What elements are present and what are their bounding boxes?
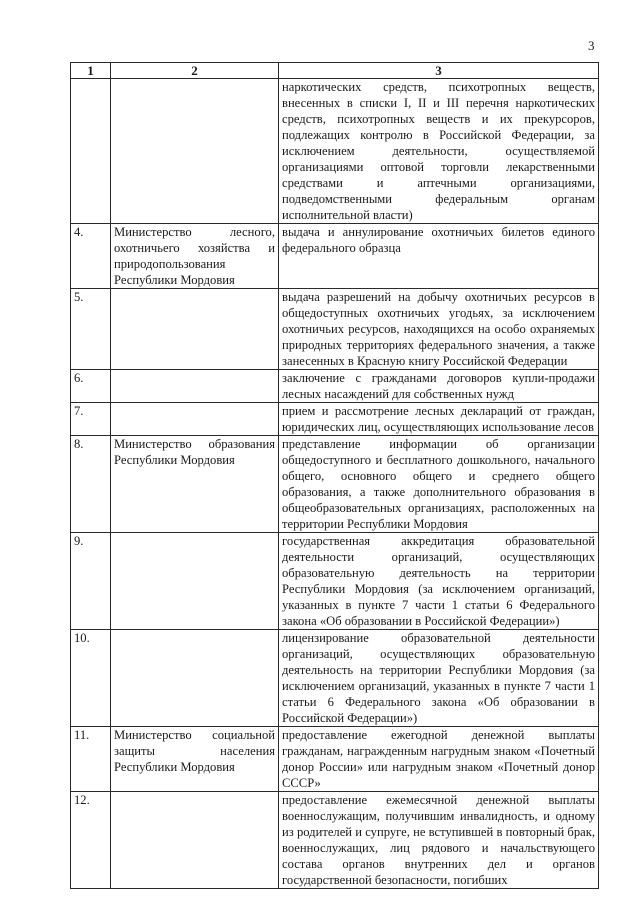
table-row [71, 79, 599, 224]
row-organization [111, 370, 279, 403]
row-power: заключение с гражданами договоров купли-продажи лесных насаждений для собственных нужд [279, 370, 599, 403]
row-power: государственная аккредитация образовательной деятельности организаций, осуществляющих образовательную деятельность на территории Республики Мордовия (за исключением организаций, указанных в пункте 7 части 1 статьи 6 Федерального закона «Об образовании в Российской Федерации») [279, 533, 599, 630]
row-number: 7. [71, 403, 111, 436]
table-row [71, 727, 599, 792]
row-organization [111, 403, 279, 436]
row-organization: Министерство образования Республики Мордовия [111, 436, 279, 533]
row-number: 6. [71, 370, 111, 403]
row-number: 9. [71, 533, 111, 630]
table-row [71, 224, 599, 289]
row-number: 12. [71, 792, 111, 889]
row-power: лицензирование образовательной деятельности организаций, осуществляющих образовательную деятельность на территории Республики Мордовия (за исключением организаций, указанных в пункте 7 части 1 статьи 6 Федерального закона «Об образовании в Российской Федерации») [279, 630, 599, 727]
row-power: предоставление ежегодной денежной выплаты гражданам, награжденным нагрудным знаком «Почетный донор России» или нагрудным знаком «Почетный донор СССР» [279, 727, 599, 792]
table-row [71, 436, 599, 533]
row-number: 8. [71, 436, 111, 533]
row-power: прием и рассмотрение лесных деклараций от граждан, юридических лиц, осуществляющих использование лесов [279, 403, 599, 436]
row-organization [111, 289, 279, 370]
row-organization: Министерство социальной защиты населения Республики Мордовия [111, 727, 279, 792]
row-organization [111, 630, 279, 727]
column-header-power: 3 [279, 63, 599, 79]
row-organization [111, 79, 279, 224]
row-organization: Министерство лесного, охотничьего хозяйства и природопользования Республики Мордовия [111, 224, 279, 289]
row-power: выдача и аннулирование охотничьих билетов единого федерального образца [279, 224, 599, 289]
table-row [71, 289, 599, 370]
table-header-row [71, 63, 599, 79]
row-organization [111, 533, 279, 630]
row-number: 5. [71, 289, 111, 370]
table-row [71, 370, 599, 403]
table-row [71, 792, 599, 889]
row-organization [111, 792, 279, 889]
row-number [71, 79, 111, 224]
table-row [71, 403, 599, 436]
table-row [71, 533, 599, 630]
column-header-organization: 2 [111, 63, 279, 79]
row-number: 4. [71, 224, 111, 289]
row-number: 11. [71, 727, 111, 792]
column-header-number: 1 [71, 63, 111, 79]
row-power: предоставление ежемесячной денежной выплаты военнослужащим, получившим инвалидность, и одному из родителей и супруге, не вступившей в повторный брак, военнослужащих, лиц рядового и начальствующего состава органов внутренних дел и органов государственной безопасности, погибших [279, 792, 599, 889]
powers-table [70, 62, 599, 889]
row-number: 10. [71, 630, 111, 727]
row-power: выдача разрешений на добычу охотничьих ресурсов в общедоступных охотничьих угодьях, за исключением охотничьих ресурсов, находящихся на особо охраняемых природных территориях федерального значения, а также занесенных в Красную книгу Российской Федерации [279, 289, 599, 370]
row-power: наркотических средств, психотропных веществ, внесенных в списки I, II и III перечня наркотических средств, психотропных веществ и их прекурсоров, подлежащих контролю в Российской Федерации, за исключением деятельности, осуществляемой организациями оптовой торговли лекарственными средствами и аптечными организациями, подведомственными федеральным органам исполнительной власти) [279, 79, 599, 224]
table-row [71, 630, 599, 727]
page-number: 3 [588, 38, 595, 53]
row-power: представление информации об организации общедоступного и бесплатного дошкольного, начального общего, основного общего и среднего общего образования, а также дополнительного образования в общеобразовательных организациях, расположенных на территории Республики Мордовия [279, 436, 599, 533]
